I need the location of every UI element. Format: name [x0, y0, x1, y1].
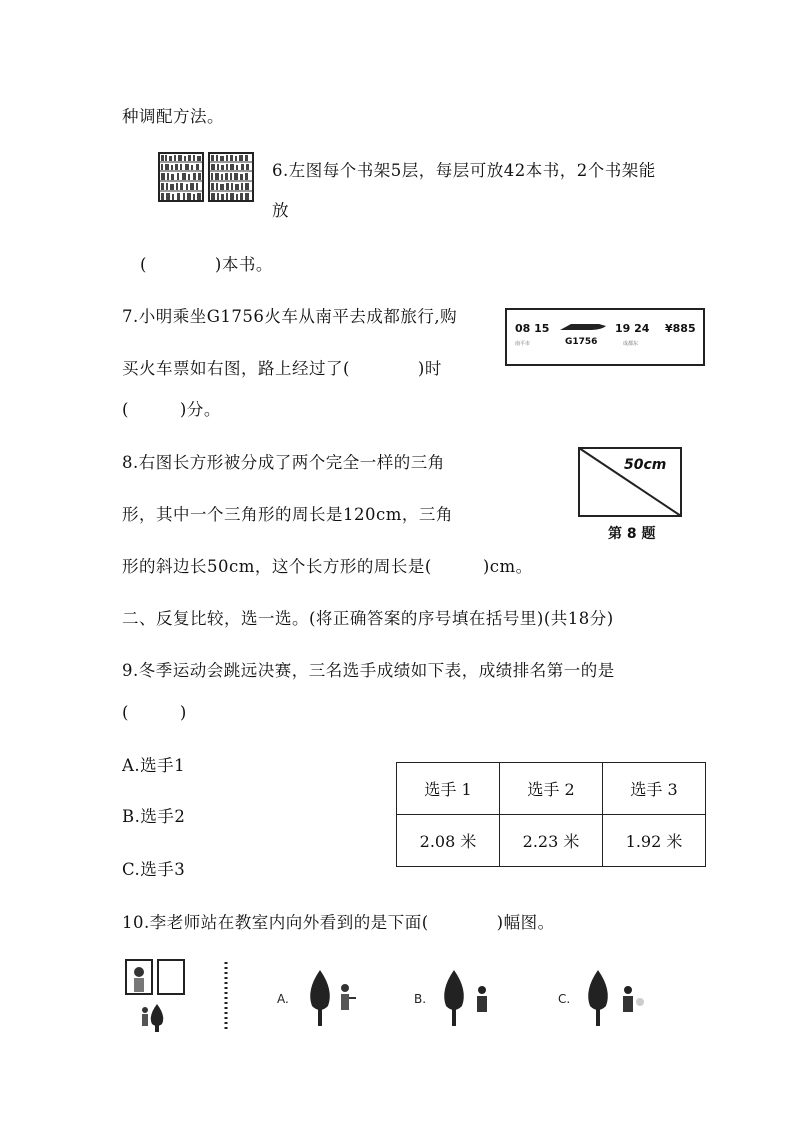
- table-cell: 2.08 米: [397, 815, 500, 867]
- table-cell: 2.23 米: [500, 815, 603, 867]
- section-2-heading: 二、反复比较，选一选。(将正确答案的序号填在括号里)(共18分): [122, 609, 614, 628]
- q7-line3: ( )分。: [122, 400, 221, 419]
- q8-line3: 形的斜边长50cm，这个长方形的周长是( )cm。: [122, 557, 533, 576]
- bookshelf-image: [158, 152, 254, 202]
- ticket-to: 成都东: [623, 341, 639, 347]
- window-scene-image: [124, 958, 234, 1036]
- ticket-depart-time: 08 15: [515, 322, 550, 335]
- q9-option-b: B.选手2: [122, 807, 186, 826]
- ticket-from: 南平市: [515, 341, 531, 347]
- q6-line2: 放: [272, 201, 289, 220]
- ticket-train-number: G1756: [565, 337, 598, 347]
- q9-option-a: A.选手1: [122, 756, 186, 775]
- train-icon: [559, 322, 607, 332]
- table-header-row: [397, 763, 706, 815]
- q10-option-c-label: C.: [558, 992, 571, 1006]
- ticket-arrive-time: 19 24: [615, 322, 650, 335]
- q9-option-c: C.选手3: [122, 860, 186, 879]
- q10-option-b-label: B.: [414, 992, 427, 1006]
- diagonal-length-label: 50cm: [624, 457, 667, 473]
- q6-line1: 6.左图每个书架5层，每层可放42本书，2个书架能: [272, 161, 656, 180]
- q10-figures: [124, 958, 664, 1036]
- score-table: [396, 762, 706, 867]
- q6-answer-blank: ( )本书。: [140, 255, 273, 274]
- rectangle-figure: [578, 447, 682, 543]
- q9-line1: 9.冬季运动会跳远决赛，三名选手成绩如下表，成绩排名第一的是: [122, 661, 615, 680]
- q8-line2: 形，其中一个三角形的周长是120cm，三角: [122, 505, 453, 524]
- q7-line2: 买火车票如右图，路上经过了( )时: [122, 359, 442, 378]
- option-b-image: [436, 968, 496, 1032]
- table-header-cell: 选手 2: [500, 763, 603, 815]
- table-header-cell: 选手 3: [603, 763, 706, 815]
- q7-line1: 7.小明乘坐G1756火车从南平去成都旅行,购: [122, 307, 458, 326]
- table-cell: 1.92 米: [603, 815, 706, 867]
- q9-answer-blank: ( ): [122, 703, 187, 722]
- q10-option-a-label: A.: [277, 992, 289, 1006]
- train-ticket-image: [505, 308, 705, 366]
- text-line-method: 种调配方法。: [122, 107, 224, 126]
- figure-caption: 第 8 题: [608, 526, 656, 542]
- q10-line: 10.李老师站在教室内向外看到的是下面( )幅图。: [122, 913, 555, 932]
- table-header-cell: 选手 1: [397, 763, 500, 815]
- q8-line1: 8.右图长方形被分成了两个完全一样的三角: [122, 453, 445, 472]
- option-c-image: [580, 968, 650, 1032]
- option-a-image: [302, 968, 362, 1032]
- table-row: [397, 815, 706, 867]
- ticket-price: ¥885: [665, 322, 696, 335]
